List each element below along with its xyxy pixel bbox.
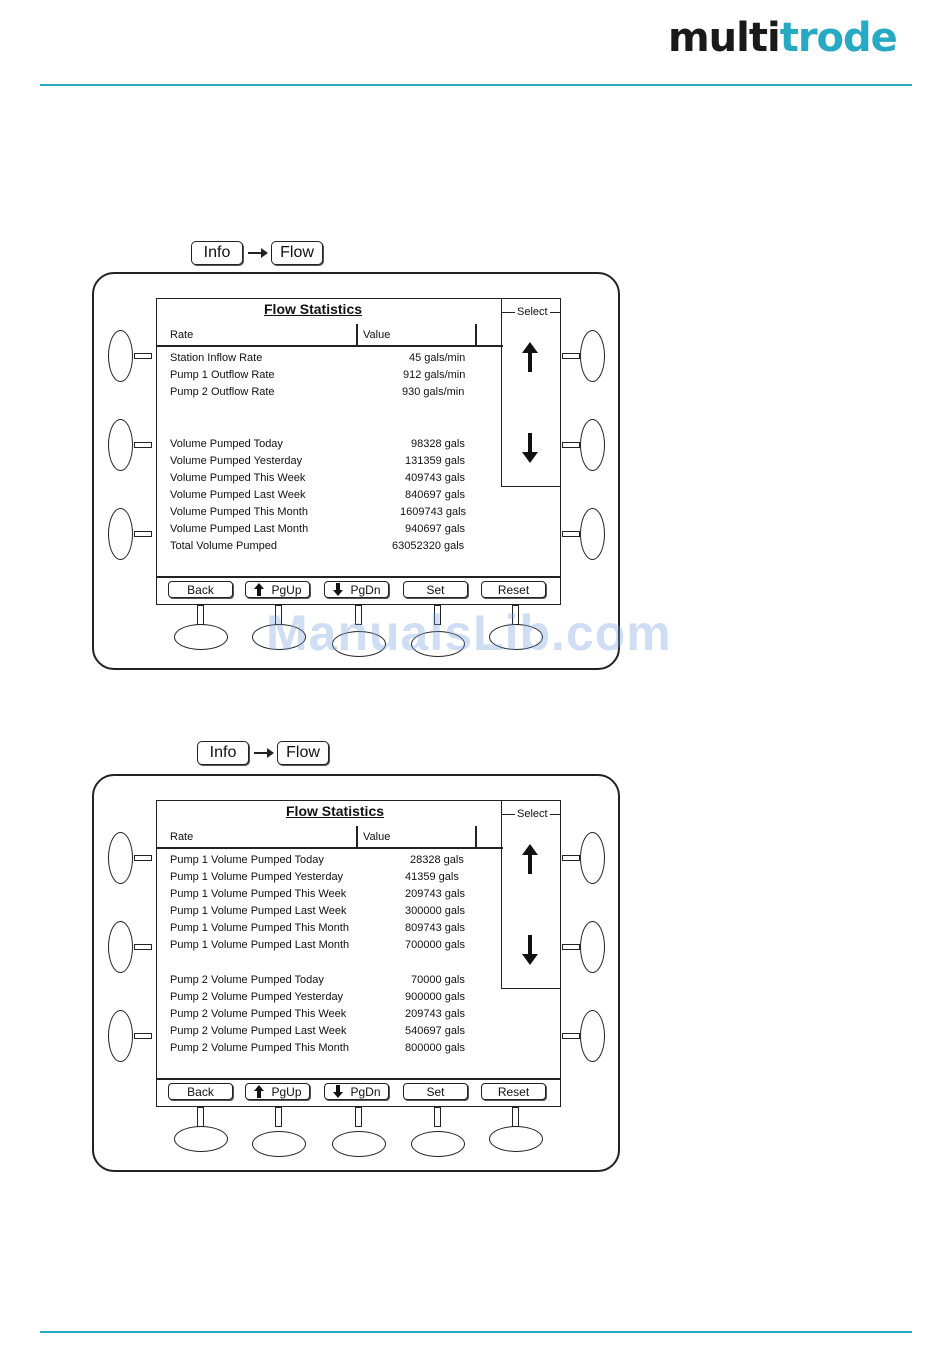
bottom-key-back[interactable] xyxy=(174,624,228,650)
select-label: Select xyxy=(517,306,548,318)
column-divider xyxy=(475,324,477,345)
right-key-2[interactable] xyxy=(580,921,605,973)
key-stem xyxy=(562,944,580,950)
column-divider xyxy=(356,826,358,847)
left-key-3[interactable] xyxy=(108,508,133,560)
select-panel xyxy=(501,299,560,487)
arrow-right-icon xyxy=(248,252,266,254)
key-stem xyxy=(134,353,152,359)
softkey-divider xyxy=(157,1078,560,1080)
column-rate: Rate xyxy=(170,831,194,843)
column-divider xyxy=(356,324,358,345)
bottom-key-set[interactable] xyxy=(411,1131,465,1157)
footer-rule xyxy=(40,1331,912,1333)
column-value: Value xyxy=(363,329,391,341)
pgup-softkey[interactable]: PgUp xyxy=(245,1083,310,1100)
key-stem xyxy=(275,1107,282,1127)
key-stem xyxy=(562,353,580,359)
pgdn-softkey[interactable]: PgDn xyxy=(324,581,389,598)
right-key-3[interactable] xyxy=(580,508,605,560)
column-rate: Rate xyxy=(170,329,194,341)
bottom-key-pgdn[interactable] xyxy=(332,1131,386,1157)
bottom-key-pgup[interactable] xyxy=(252,1131,306,1157)
bottom-key-back[interactable] xyxy=(174,1126,228,1152)
screen-title: Flow Statistics xyxy=(264,301,363,317)
left-key-1[interactable] xyxy=(108,832,133,884)
right-key-2[interactable] xyxy=(580,419,605,471)
key-stem xyxy=(134,855,152,861)
flow-key[interactable]: Flow xyxy=(271,241,323,265)
key-stem xyxy=(197,605,204,625)
info-key[interactable]: Info xyxy=(197,741,249,765)
arrow-down-icon xyxy=(332,583,344,596)
arrow-down-icon xyxy=(332,1085,344,1098)
info-key[interactable]: Info xyxy=(191,241,243,265)
pgdn-softkey[interactable]: PgDn xyxy=(324,1083,389,1100)
key-stem xyxy=(562,1033,580,1039)
reset-softkey[interactable]: Reset xyxy=(481,1083,546,1100)
key-stem xyxy=(134,1033,152,1039)
arrow-up-icon xyxy=(253,583,265,596)
set-softkey[interactable]: Set xyxy=(403,581,468,598)
left-key-2[interactable] xyxy=(108,419,133,471)
header-divider xyxy=(157,847,503,849)
screen-title: Flow Statistics xyxy=(286,803,385,819)
right-key-1[interactable] xyxy=(580,330,605,382)
left-key-1[interactable] xyxy=(108,330,133,382)
right-key-3[interactable] xyxy=(580,1010,605,1062)
arrow-up-icon[interactable] xyxy=(518,842,542,876)
arrow-down-icon[interactable] xyxy=(518,431,542,465)
column-divider xyxy=(475,826,477,847)
select-label: Select xyxy=(517,808,548,820)
arrow-down-icon[interactable] xyxy=(518,933,542,967)
watermark: ManualsLib.com xyxy=(266,605,672,661)
header-rule xyxy=(40,84,912,86)
controller-device xyxy=(92,774,620,1172)
key-stem xyxy=(134,442,152,448)
flow-key[interactable]: Flow xyxy=(277,741,329,765)
column-value: Value xyxy=(363,831,391,843)
softkey-divider xyxy=(157,576,560,578)
bottom-key-reset[interactable] xyxy=(489,1126,543,1152)
lcd-screen: Flow Statistics Rate Value Select Station Inflow Rate 45 gals/min Pump 1 Outflow Rate 912 gals/min Pump 2 Outflow Rate 930 gals/min Volume Pumped Today 98328 gals Volume Pumped Yesterday 131359 gals Volume Pumped This Week 409743 gals Volume Pumped Last Week 840697 gals Volume Pumped This Month 1609743 gals Volume Pumped Last Month 940697 gals Total Volume Pumped 63052320 gals Back PgUp PgDn Set Reset xyxy=(156,298,561,605)
lcd-screen: Flow Statistics Rate Value Select Pump 1 Volume Pumped Today 28328 gals Pump 1 Volume Pumped Yesterday 41359 gals Pump 1 Volume Pumped This Week 209743 gals Pump 1 Volume Pumped Last Week 300000 gals Pump 1 Volume Pumped This Month 809743 gals Pump 1 Volume Pumped Last Month 700000 gals Pump 2 Volume Pumped Today 70000 gals Pump 2 Volume Pumped Yesterday 900000 gals Pump 2 Volume Pumped This Week 209743 gals Pump 2 Volume Pumped Last Week 540697 gals Pump 2 Volume Pumped This Month 800000 gals Back PgUp PgDn Set Reset xyxy=(156,800,561,1107)
left-key-2[interactable] xyxy=(108,921,133,973)
right-key-1[interactable] xyxy=(580,832,605,884)
key-stem xyxy=(562,442,580,448)
key-stem xyxy=(197,1107,204,1127)
arrow-right-icon xyxy=(254,752,272,754)
key-stem xyxy=(562,855,580,861)
key-stem xyxy=(562,531,580,537)
key-stem xyxy=(512,1107,519,1127)
select-panel xyxy=(501,801,560,989)
reset-softkey[interactable]: Reset xyxy=(481,581,546,598)
back-softkey[interactable]: Back xyxy=(168,1083,233,1100)
key-stem xyxy=(434,1107,441,1127)
key-stem xyxy=(134,531,152,537)
pgup-softkey[interactable]: PgUp xyxy=(245,581,310,598)
left-key-3[interactable] xyxy=(108,1010,133,1062)
key-stem xyxy=(355,1107,362,1127)
key-stem xyxy=(134,944,152,950)
multitrode-logo: multitrode xyxy=(668,15,897,61)
back-softkey[interactable]: Back xyxy=(168,581,233,598)
arrow-up-icon[interactable] xyxy=(518,340,542,374)
set-softkey[interactable]: Set xyxy=(403,1083,468,1100)
header-divider xyxy=(157,345,503,347)
arrow-up-icon xyxy=(253,1085,265,1098)
